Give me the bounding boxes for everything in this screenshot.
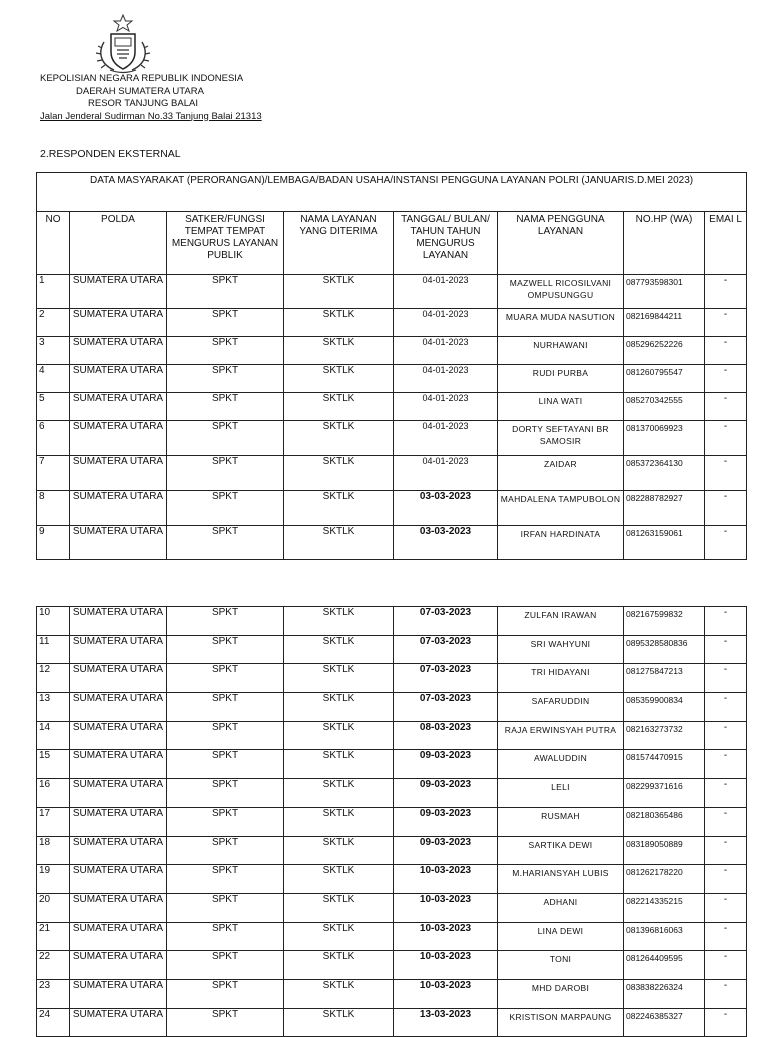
cell-tanggal: 04-01-2023 — [394, 456, 498, 491]
cell-no: 1 — [37, 275, 70, 309]
cell-nama: ZAIDAR — [498, 456, 624, 491]
cell-polda: SUMATERA UTARA — [70, 607, 167, 636]
cell-layanan: SKTLK — [284, 750, 394, 779]
cell-email: - — [705, 1008, 747, 1037]
cell-hp: 082299371616 — [624, 779, 705, 808]
cell-polda: SUMATERA UTARA — [70, 1008, 167, 1037]
cell-email: - — [705, 365, 747, 393]
cell-satker: SPKT — [167, 721, 284, 750]
cell-polda: SUMATERA UTARA — [70, 836, 167, 865]
cell-nama: NURHAWANI — [498, 337, 624, 365]
cell-nama: TONI — [498, 951, 624, 980]
table-row — [37, 393, 747, 421]
cell-layanan: SKTLK — [284, 607, 394, 636]
cell-nama: AWALUDDIN — [498, 750, 624, 779]
cell-layanan: SKTLK — [284, 922, 394, 951]
table-row — [37, 721, 747, 750]
cell-hp: 083838226324 — [624, 979, 705, 1008]
cell-hp: 082214335215 — [624, 893, 705, 922]
cell-no: 10 — [37, 607, 70, 636]
letterhead — [40, 73, 262, 123]
cell-no: 9 — [37, 526, 70, 560]
cell-satker: SPKT — [167, 664, 284, 693]
cell-hp: 082169844211 — [624, 309, 705, 337]
cell-nama: KRISTISON MARPAUNG — [498, 1008, 624, 1037]
cell-polda: SUMATERA UTARA — [70, 393, 167, 421]
cell-hp: 085296252226 — [624, 337, 705, 365]
cell-tanggal: 09-03-2023 — [394, 836, 498, 865]
table-row — [37, 779, 747, 808]
cell-no: 12 — [37, 664, 70, 693]
cell-layanan: SKTLK — [284, 865, 394, 894]
cell-polda: SUMATERA UTARA — [70, 365, 167, 393]
cell-layanan: SKTLK — [284, 491, 394, 526]
cell-nama: DORTY SEFTAYANI BR SAMOSIR — [498, 421, 624, 456]
col-header-layanan: NAMA LAYANAN YANG DITERIMA — [284, 212, 394, 275]
cell-hp: 081275847213 — [624, 664, 705, 693]
cell-layanan: SKTLK — [284, 664, 394, 693]
cell-tanggal: 07-03-2023 — [394, 607, 498, 636]
table-row — [37, 635, 747, 664]
section-title: 2.RESPONDEN EKSTERNAL — [40, 148, 181, 160]
cell-layanan: SKTLK — [284, 721, 394, 750]
police-emblem-logo — [92, 14, 154, 74]
cell-layanan: SKTLK — [284, 836, 394, 865]
cell-tanggal: 04-01-2023 — [394, 421, 498, 456]
cell-tanggal: 13-03-2023 — [394, 1008, 498, 1037]
cell-layanan: SKTLK — [284, 309, 394, 337]
cell-layanan: SKTLK — [284, 421, 394, 456]
cell-nama: RAJA ERWINSYAH PUTRA — [498, 721, 624, 750]
cell-no: 14 — [37, 721, 70, 750]
cell-hp: 082167599832 — [624, 607, 705, 636]
table-row — [37, 922, 747, 951]
cell-nama: MAZWELL RICOSILVANI OMPUSUNGGU — [498, 275, 624, 309]
cell-layanan: SKTLK — [284, 951, 394, 980]
cell-nama: MHD DAROBI — [498, 979, 624, 1008]
cell-hp: 081260795547 — [624, 365, 705, 393]
cell-polda: SUMATERA UTARA — [70, 337, 167, 365]
cell-satker: SPKT — [167, 779, 284, 808]
cell-tanggal: 04-01-2023 — [394, 275, 498, 309]
table-header-row — [37, 212, 747, 275]
table-row — [37, 1008, 747, 1037]
cell-hp: 0895328580836 — [624, 635, 705, 664]
cell-polda: SUMATERA UTARA — [70, 456, 167, 491]
cell-nama: ADHANI — [498, 893, 624, 922]
cell-email: - — [705, 779, 747, 808]
cell-tanggal: 08-03-2023 — [394, 721, 498, 750]
table-row — [37, 750, 747, 779]
cell-tanggal: 09-03-2023 — [394, 779, 498, 808]
cell-email: - — [705, 721, 747, 750]
cell-tanggal: 09-03-2023 — [394, 750, 498, 779]
table-row — [37, 979, 747, 1008]
cell-tanggal: 10-03-2023 — [394, 951, 498, 980]
cell-no: 8 — [37, 491, 70, 526]
cell-email: - — [705, 635, 747, 664]
cell-no: 19 — [37, 865, 70, 894]
cell-email: - — [705, 865, 747, 894]
cell-email: - — [705, 456, 747, 491]
cell-polda: SUMATERA UTARA — [70, 491, 167, 526]
cell-no: 17 — [37, 807, 70, 836]
cell-email: - — [705, 807, 747, 836]
cell-email: - — [705, 337, 747, 365]
cell-satker: SPKT — [167, 421, 284, 456]
col-header-polda: POLDA — [70, 212, 167, 275]
cell-tanggal: 03-03-2023 — [394, 526, 498, 560]
cell-no: 6 — [37, 421, 70, 456]
cell-hp: 081262178220 — [624, 865, 705, 894]
cell-polda: SUMATERA UTARA — [70, 750, 167, 779]
cell-satker: SPKT — [167, 979, 284, 1008]
table-row — [37, 664, 747, 693]
cell-tanggal: 04-01-2023 — [394, 337, 498, 365]
cell-no: 11 — [37, 635, 70, 664]
cell-layanan: SKTLK — [284, 456, 394, 491]
cell-polda: SUMATERA UTARA — [70, 807, 167, 836]
cell-polda: SUMATERA UTARA — [70, 721, 167, 750]
cell-email: - — [705, 275, 747, 309]
cell-email: - — [705, 526, 747, 560]
cell-no: 4 — [37, 365, 70, 393]
cell-tanggal: 07-03-2023 — [394, 693, 498, 722]
cell-layanan: SKTLK — [284, 337, 394, 365]
cell-no: 15 — [37, 750, 70, 779]
cell-satker: SPKT — [167, 836, 284, 865]
cell-satker: SPKT — [167, 607, 284, 636]
cell-layanan: SKTLK — [284, 979, 394, 1008]
col-header-hp: NO.HP (WA) — [624, 212, 705, 275]
cell-satker: SPKT — [167, 393, 284, 421]
cell-no: 2 — [37, 309, 70, 337]
cell-email: - — [705, 421, 747, 456]
respondent-table-page-2 — [36, 606, 747, 1037]
col-header-tanggal: TANGGAL/ BULAN/ TAHUN TAHUN MENGURUS LAYANAN — [394, 212, 498, 275]
cell-hp: 081263159061 — [624, 526, 705, 560]
cell-email: - — [705, 979, 747, 1008]
cell-layanan: SKTLK — [284, 635, 394, 664]
table-row — [37, 865, 747, 894]
cell-nama: ZULFAN IRAWAN — [498, 607, 624, 636]
cell-tanggal: 07-03-2023 — [394, 635, 498, 664]
cell-no: 13 — [37, 693, 70, 722]
cell-polda: SUMATERA UTARA — [70, 635, 167, 664]
cell-no: 5 — [37, 393, 70, 421]
cell-layanan: SKTLK — [284, 526, 394, 560]
cell-email: - — [705, 893, 747, 922]
cell-tanggal: 04-01-2023 — [394, 393, 498, 421]
table-row — [37, 365, 747, 393]
cell-email: - — [705, 922, 747, 951]
cell-email: - — [705, 491, 747, 526]
cell-polda: SUMATERA UTARA — [70, 951, 167, 980]
cell-satker: SPKT — [167, 807, 284, 836]
cell-satker: SPKT — [167, 893, 284, 922]
table-caption: DATA MASYARAKAT (PERORANGAN)/LEMBAGA/BADAN USAHA/INSTANSI PENGGUNA LAYANAN POLRI (JANUARIS.D.MEI 2023) — [37, 173, 747, 212]
cell-tanggal: 03-03-2023 — [394, 491, 498, 526]
table-row — [37, 893, 747, 922]
cell-email: - — [705, 664, 747, 693]
cell-tanggal: 04-01-2023 — [394, 365, 498, 393]
cell-layanan: SKTLK — [284, 393, 394, 421]
cell-layanan: SKTLK — [284, 807, 394, 836]
cell-hp: 085270342555 — [624, 393, 705, 421]
cell-nama: LELI — [498, 779, 624, 808]
cell-nama: LINA WATI — [498, 393, 624, 421]
cell-nama: MAHDALENA TAMPUBOLON — [498, 491, 624, 526]
table-row — [37, 456, 747, 491]
cell-email: - — [705, 693, 747, 722]
cell-satker: SPKT — [167, 309, 284, 337]
cell-email: - — [705, 309, 747, 337]
cell-polda: SUMATERA UTARA — [70, 693, 167, 722]
cell-layanan: SKTLK — [284, 275, 394, 309]
cell-hp: 082180365486 — [624, 807, 705, 836]
col-header-nama: NAMA PENGGUNA LAYANAN — [498, 212, 624, 275]
cell-nama: IRFAN HARDINATA — [498, 526, 624, 560]
cell-polda: SUMATERA UTARA — [70, 664, 167, 693]
cell-hp: 081370069923 — [624, 421, 705, 456]
cell-satker: SPKT — [167, 865, 284, 894]
cell-satker: SPKT — [167, 491, 284, 526]
cell-layanan: SKTLK — [284, 693, 394, 722]
cell-layanan: SKTLK — [284, 893, 394, 922]
cell-email: - — [705, 393, 747, 421]
cell-layanan: SKTLK — [284, 1008, 394, 1037]
letterhead-resort: RESOR TANJUNG BALAI — [88, 98, 198, 109]
table-row — [37, 693, 747, 722]
cell-no: 20 — [37, 893, 70, 922]
cell-satker: SPKT — [167, 275, 284, 309]
table-row — [37, 526, 747, 560]
cell-tanggal: 09-03-2023 — [394, 807, 498, 836]
cell-satker: SPKT — [167, 693, 284, 722]
letterhead-region: DAERAH SUMATERA UTARA — [76, 85, 204, 97]
cell-no: 21 — [37, 922, 70, 951]
cell-satker: SPKT — [167, 750, 284, 779]
cell-hp: 085359900834 — [624, 693, 705, 722]
cell-hp: 082288782927 — [624, 491, 705, 526]
cell-satker: SPKT — [167, 1008, 284, 1037]
cell-no: 7 — [37, 456, 70, 491]
cell-nama: SAFARUDDIN — [498, 693, 624, 722]
cell-no: 24 — [37, 1008, 70, 1037]
table-row — [37, 836, 747, 865]
cell-email: - — [705, 750, 747, 779]
cell-satker: SPKT — [167, 922, 284, 951]
cell-hp: 083189050889 — [624, 836, 705, 865]
cell-nama: TRI HIDAYANI — [498, 664, 624, 693]
col-header-email: EMAI L — [705, 212, 747, 275]
table-row — [37, 807, 747, 836]
cell-email: - — [705, 836, 747, 865]
table-row — [37, 421, 747, 456]
cell-polda: SUMATERA UTARA — [70, 922, 167, 951]
cell-layanan: SKTLK — [284, 365, 394, 393]
table-row — [37, 607, 747, 636]
col-header-satker: SATKER/FUNGSI TEMPAT TEMPAT MENGURUS LAYANAN PUBLIK — [167, 212, 284, 275]
cell-tanggal: 10-03-2023 — [394, 865, 498, 894]
cell-nama: M.HARIANSYAH LUBIS — [498, 865, 624, 894]
cell-tanggal: 10-03-2023 — [394, 893, 498, 922]
table-row — [37, 491, 747, 526]
cell-hp: 085372364130 — [624, 456, 705, 491]
cell-no: 3 — [37, 337, 70, 365]
cell-nama: SRI WAHYUNI — [498, 635, 624, 664]
cell-no: 16 — [37, 779, 70, 808]
cell-polda: SUMATERA UTARA — [70, 275, 167, 309]
cell-email: - — [705, 607, 747, 636]
cell-nama: RUSMAH — [498, 807, 624, 836]
cell-hp: 087793598301 — [624, 275, 705, 309]
respondent-table-page-1 — [36, 172, 747, 560]
table-row — [37, 951, 747, 980]
cell-hp: 082246385327 — [624, 1008, 705, 1037]
cell-polda: SUMATERA UTARA — [70, 309, 167, 337]
cell-tanggal: 10-03-2023 — [394, 922, 498, 951]
table-row — [37, 275, 747, 309]
cell-hp: 081264409595 — [624, 951, 705, 980]
cell-layanan: SKTLK — [284, 779, 394, 808]
cell-hp: 081396816063 — [624, 922, 705, 951]
cell-satker: SPKT — [167, 337, 284, 365]
table-row — [37, 309, 747, 337]
col-header-no: NO — [37, 212, 70, 275]
cell-polda: SUMATERA UTARA — [70, 779, 167, 808]
cell-satker: SPKT — [167, 456, 284, 491]
cell-nama: RUDI PURBA — [498, 365, 624, 393]
cell-no: 18 — [37, 836, 70, 865]
cell-polda: SUMATERA UTARA — [70, 893, 167, 922]
letterhead-institution: KEPOLISIAN NEGARA REPUBLIK INDONESIA — [40, 73, 244, 84]
cell-polda: SUMATERA UTARA — [70, 865, 167, 894]
letterhead-address: Jalan Jenderal Sudirman No.33 Tanjung Balai 21313 — [40, 110, 262, 122]
cell-nama: SARTIKA DEWI — [498, 836, 624, 865]
cell-no: 22 — [37, 951, 70, 980]
cell-polda: SUMATERA UTARA — [70, 979, 167, 1008]
cell-email: - — [705, 951, 747, 980]
cell-polda: SUMATERA UTARA — [70, 421, 167, 456]
cell-hp: 081574470915 — [624, 750, 705, 779]
cell-satker: SPKT — [167, 526, 284, 560]
cell-nama: MUARA MUDA NASUTION — [498, 309, 624, 337]
table-row — [37, 337, 747, 365]
cell-satker: SPKT — [167, 365, 284, 393]
cell-no: 23 — [37, 979, 70, 1008]
cell-satker: SPKT — [167, 635, 284, 664]
cell-tanggal: 10-03-2023 — [394, 979, 498, 1008]
cell-tanggal: 07-03-2023 — [394, 664, 498, 693]
cell-nama: LINA DEWI — [498, 922, 624, 951]
cell-satker: SPKT — [167, 951, 284, 980]
cell-hp: 082163273732 — [624, 721, 705, 750]
cell-tanggal: 04-01-2023 — [394, 309, 498, 337]
cell-polda: SUMATERA UTARA — [70, 526, 167, 560]
